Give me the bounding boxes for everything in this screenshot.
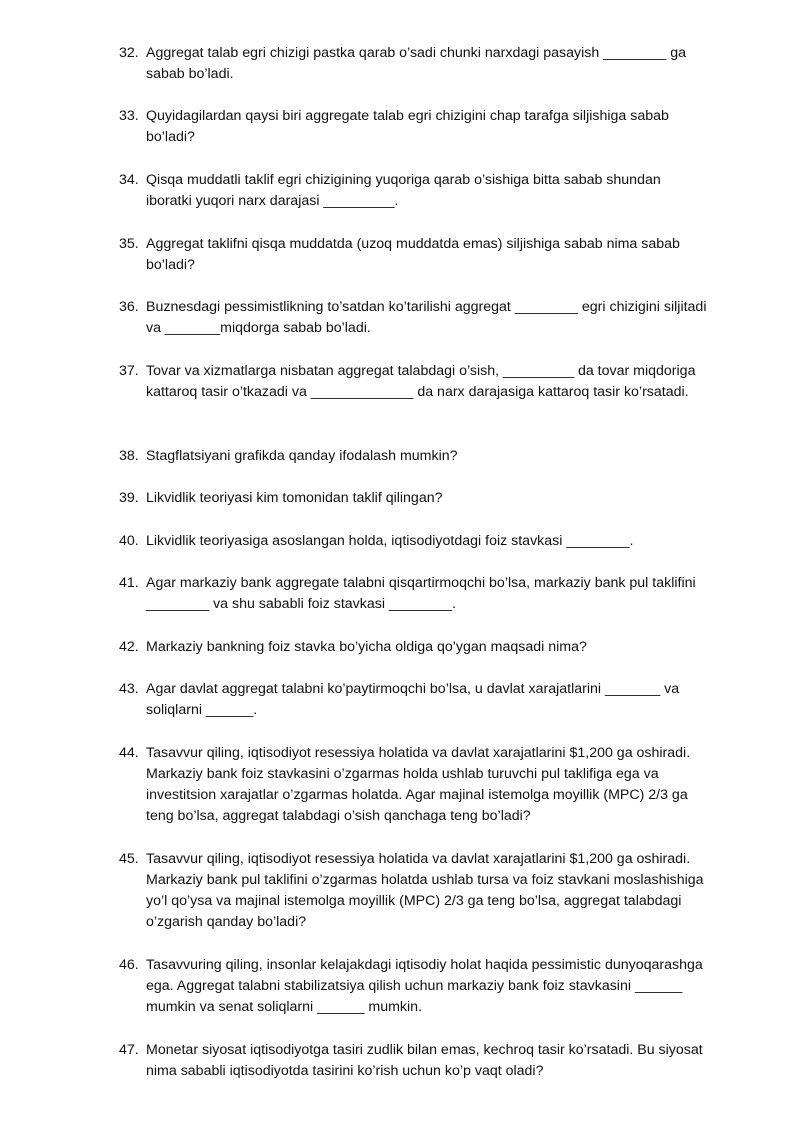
question-item <box>119 446 709 467</box>
question-number: 33. <box>119 108 139 124</box>
question-item <box>119 170 709 212</box>
question-text: Agar davlat aggregat talabni ko’paytirmoqchi bo’lsa, u davlat xarajatlarini _______ va soliqlarni ______. <box>146 681 680 718</box>
question-item <box>119 106 709 148</box>
question-item <box>119 361 709 403</box>
question-number: 45. <box>119 851 139 867</box>
question-text: Tovar va xizmatlarga nisbatan aggregat talabdagi o’sish, _________ da tovar miqdoriga kattaroq tasir o’tkazadi va _____________ da narx darajasiga kattaroq tasir ko’rsatadi. <box>146 363 696 400</box>
question-number: 37. <box>119 363 139 379</box>
question-text: Tasavvur qiling, iqtisodiyot resessiya holatida va davlat xarajatlarini $1,200 ga oshiradi. Markaziy bank pul taklifini o’zgarmas holatda ushlab tursa va foiz stavkani moslashishiga yo’l qo’ysa va majinal istemolga moyillik (MPC) 2/3 ga teng bo’lsa, aggregat talabdagi o’zgarish qanday bo’ladi? <box>146 851 704 930</box>
question-number: 43. <box>119 681 139 697</box>
question-number: 34. <box>119 172 139 188</box>
question-number: 38. <box>119 448 139 464</box>
question-item <box>119 573 709 615</box>
question-item <box>119 43 709 85</box>
question-number: 32. <box>119 45 139 61</box>
question-item <box>119 637 709 658</box>
question-number: 36. <box>119 299 139 315</box>
question-item <box>119 488 709 509</box>
question-number: 41. <box>119 575 139 591</box>
question-number: 42. <box>119 639 139 655</box>
question-text: Stagflatsiyani grafikda qanday ifodalash mumkin? <box>146 448 458 464</box>
question-number: 40. <box>119 533 139 549</box>
question-text: Likvidlik teoriyasiga asoslangan holda, iqtisodiyotdagi foiz stavkasi ________. <box>146 533 634 549</box>
question-item <box>119 679 709 721</box>
question-number: 39. <box>119 490 139 506</box>
question-text: Aggregat talab egri chizigi pastka qarab o’sadi chunki narxdagi pasayish ________ ga sabab bo’ladi. <box>146 45 687 82</box>
question-number: 44. <box>119 745 139 761</box>
question-text: Tasavvuring qiling, insonlar kelajakdagi iqtisodiy holat haqida pessimistic dunyoqarashga ega. Aggregat talabni stabilizatsiya qilish uchun markaziy bank foiz stavkasini ______ mumkin va senat soliqlarni ______ mumkin. <box>146 957 703 1015</box>
question-text: Aggregat taklifni qisqa muddatda (uzoq muddatda emas) siljishiga sabab nima sabab bo’ladi? <box>146 236 680 273</box>
question-text: Buznesdagi pessimistlikning to’satdan ko’tarilishi aggregat ________ egri chizigini siljitadi va _______miqdorga sabab bo’ladi. <box>146 299 707 336</box>
question-item <box>119 743 709 827</box>
question-number: 35. <box>119 236 139 252</box>
question-text: Qisqa muddatli taklif egri chizigining yuqoriga qarab o’sishiga bitta sabab shundan iboratki yuqori narx darajasi _________. <box>146 172 661 209</box>
question-text: Tasavvur qiling, iqtisodiyot resessiya holatida va davlat xarajatlarini $1,200 ga oshiradi. Markaziy bank foiz stavkasini o’zgarmas holda ushlab turuvchi pul taklifiga ega va investitsion xarajatlar o’zgarmas holatda. Agar majinal istemolga moyillik (MPC) 2/3 ga teng bo’lsa, aggregat talabdagi o’sish qanchaga teng bo’ladi? <box>146 745 691 824</box>
question-number: 47. <box>119 1042 139 1058</box>
question-item <box>119 531 709 552</box>
question-text: Likvidlik teoriyasi kim tomonidan taklif qilingan? <box>146 490 443 506</box>
question-text: Monetar siyosat iqtisodiyotga tasiri zudlik bilan emas, kechroq tasir ko’rsatadi. Bu siyosat nima sababli iqtisodiyotda tasirini ko’rish uchun ko’p vaqt oladi? <box>146 1042 703 1079</box>
question-text: Markaziy bankning foiz stavka bo’yicha oldiga qo’ygan maqsadi nima? <box>146 639 587 655</box>
question-item <box>119 955 709 1018</box>
question-text: Quyidagilardan qaysi biri aggregate talab egri chizigini chap tarafga siljishiga sabab bo’ladi? <box>146 108 669 145</box>
question-number: 46. <box>119 957 139 973</box>
question-item <box>119 849 709 933</box>
question-item <box>119 297 709 339</box>
question-text: Agar markaziy bank aggregate talabni qisqartirmoqchi bo’lsa, markaziy bank pul taklifini ________ va shu sababli foiz stavkasi ________. <box>146 575 696 612</box>
question-item <box>119 1040 709 1082</box>
question-item <box>119 234 709 276</box>
